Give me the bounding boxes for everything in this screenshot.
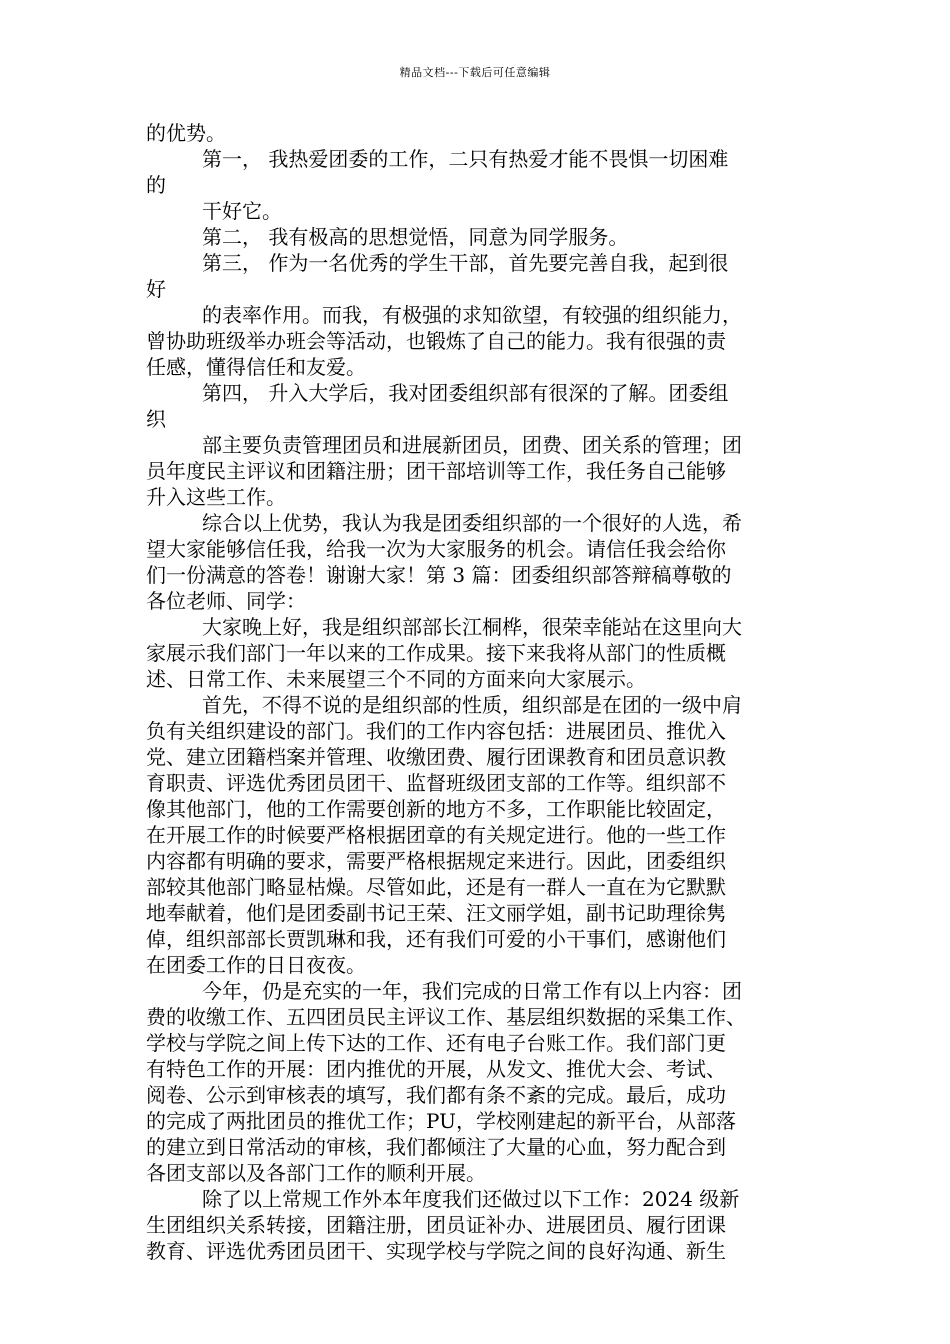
text-line: 各团支部以及各部门工作的顺利开展。 [146, 1161, 486, 1185]
text-line: 家展示我们部门一年以来的工作成果。接下来我将从部门的性质概 [146, 641, 726, 665]
text-line: 在团委工作的日日夜夜。 [146, 953, 366, 977]
text-line: 首先，不得不说的是组织部的性质，组织部是在团的一级中肩 [202, 693, 742, 717]
text-line: 大家晚上好，我是组织部部长江桐桦，很荣幸能站在这里向大 [202, 615, 742, 639]
text-line: 第一， 我热爱团委的工作，二只有热爱才能不畏惧一切困难 [202, 147, 729, 171]
text-line: 的表率作用。而我，有极强的求知欲望，有较强的组织能力， [202, 303, 742, 327]
text-line: 员年度民主评议和团籍注册；团干部培训等工作，我任务自己能够 [146, 459, 726, 483]
text-line: 的建立到日常活动的审核，我们都倾注了大量的心血，努力配合到 [146, 1135, 726, 1159]
text-line: 综合以上优势，我认为我是团委组织部的一个很好的人选，希 [202, 511, 742, 535]
text-line: 好 [146, 277, 166, 301]
text-line: 第三， 作为一名优秀的学生干部，首先要完善自我，起到很 [202, 251, 729, 275]
text-line: 党、建立团籍档案并管理、收缴团费、履行团课教育和团员意识教 [146, 745, 726, 769]
text-line: 今年，仍是充实的一年，我们完成的日常工作有以上内容：团 [202, 979, 742, 1003]
text-line: 望大家能够信任我，给我一次为大家服务的机会。请信任我会给你 [146, 537, 726, 561]
text-line: 在开展工作的时候要严格根据团章的有关规定进行。他的一些工作 [146, 823, 726, 847]
text-line: 的 [146, 173, 166, 197]
text-line: 升入这些工作。 [146, 485, 286, 509]
text-line: 任感，懂得信任和友爱。 [146, 355, 366, 379]
text-line: 们一份满意的答卷！谢谢大家！第 3 篇：团委组织部答辩稿尊敬的 [146, 563, 732, 587]
text-line: 曾协助班级举办班会等活动，也锻炼了自己的能力。我有很强的责 [146, 329, 726, 353]
text-line: 的优势。 [146, 121, 226, 145]
text-line: 织 [146, 407, 166, 431]
text-line: 教育、评选优秀团员团干、实现学校与学院之间的良好沟通、新生 [146, 1239, 726, 1263]
text-line: 除了以上常规工作外本年度我们还做过以下工作：2024 级新 [202, 1187, 740, 1211]
text-line: 第四， 升入大学后，我对团委组织部有很深的了解。团委组 [202, 381, 729, 405]
text-line: 部较其他部门略显枯燥。尽管如此，还是有一群人一直在为它默默 [146, 875, 726, 899]
text-line: 像其他部门，他的工作需要创新的地方不多，工作职能比较固定， [146, 797, 726, 821]
text-line: 干好它。 [202, 199, 282, 223]
text-line: 负有关组织建设的部门。我们的工作内容包括：进展团员、推优入 [146, 719, 726, 743]
text-line: 生团组织关系转接，团籍注册，团员证补办、进展团员、履行团课 [146, 1213, 726, 1237]
text-line: 费的收缴工作、五四团员民主评议工作、基层组织数据的采集工作、 [146, 1005, 746, 1029]
text-line: 部主要负责管理团员和进展新团员，团费、团关系的管理；团 [202, 433, 742, 457]
text-line: 第二， 我有极高的思想觉悟，同意为同学服务。 [202, 225, 629, 249]
text-line: 有特色工作的开展：团内推优的开展，从发文、推优大会、考试、 [146, 1057, 726, 1081]
text-line: 各位老师、同学： [146, 589, 306, 613]
document-body [146, 120, 812, 1264]
text-line: 倬，组织部部长贾凯琳和我，还有我们可爱的小干事们，感谢他们 [146, 927, 726, 951]
text-line: 内容都有明确的要求，需要严格根据规定来进行。因此，团委组织 [146, 849, 726, 873]
text-line: 育职责、评选优秀团员团干、监督班级团支部的工作等。组织部不 [146, 771, 726, 795]
page-header: 精品文档---下载后可任意编辑 [399, 66, 551, 79]
text-line: 学校与学院之间上传下达的工作、还有电子台账工作。我们部门更 [146, 1031, 726, 1055]
text-line: 的完成了两批团员的推优工作；PU，学校刚建起的新平台，从部落 [146, 1109, 736, 1133]
text-line: 述、日常工作、未来展望三个不同的方面来向大家展示。 [146, 667, 646, 691]
text-line: 地奉献着，他们是团委副书记王荣、汪文丽学姐，副书记助理徐隽 [146, 901, 726, 925]
text-line: 阅卷、公示到审核表的填写，我们都有条不紊的完成。最后，成功 [146, 1083, 726, 1107]
